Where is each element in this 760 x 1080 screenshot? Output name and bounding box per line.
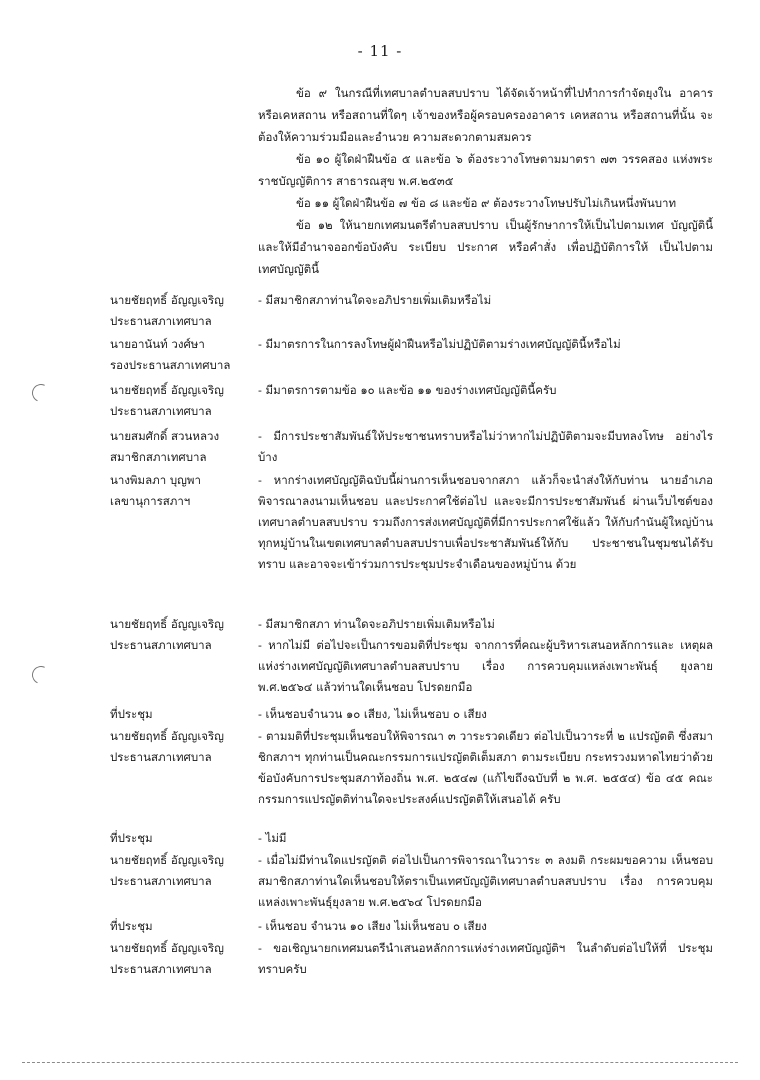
speaker-block: [110, 938, 250, 980]
statement-block: [258, 290, 713, 311]
speaker-title: ประธานสภาเทศบาล: [110, 750, 212, 764]
statement-text: - เมื่อไม่มีท่านใดแปรญัตติ ต่อไปเป็นการพิจารณาในวาระ ๓ ลงมติ กระผมขอความ เห็นชอบ สมาชิกสภาท่านใดเห็นชอบให้ตราเป็นเทศบัญญัติเทศบาลตำบลสบปราบ เรื่อง การควบคุมแหล่งเพาะพันธุ์ยุงลาย พ.ศ.๒๕๖๔ โปรดยกมือ: [258, 853, 713, 909]
statement-text: - หากไม่มี ต่อไปจะเป็นการขอมติที่ประชุม จากการที่คณะผู้บริหารเสนอหลักการและ เหตุผลแห่งร่างเทศบัญญัติเทศบาลตำบลสบปราบ เรื่อง การควบคุมแหล่งเพาะพันธุ์ ยุงลาย พ.ศ.๒๕๖๔ แล้วท่านใดเห็นชอบ โปรดยกมือ: [258, 638, 713, 694]
speaker-name: นายชัยฤทธิ์ อัญญเจริญ: [110, 729, 224, 743]
speaker-name: นายชัยฤทธิ์ อัญญเจริญ: [110, 293, 224, 307]
speaker-block: [110, 704, 250, 725]
statement-block: [258, 614, 713, 698]
statement-block: [258, 916, 713, 937]
speaker-name: นางพิมลภา บุญพา: [110, 473, 201, 487]
statement-block: [258, 938, 713, 980]
intro-paragraph: ข้อ ๑๒ ให้นายกเทศมนตรีตำบลสบปราบ เป็นผู้รักษาการให้เป็นไปตามเทศ บัญญัตินี้ และให้มีอำนาจออกข้อบังคับ ระเบียบ ประกาศ หรือคำสั่ง เพื่อปฏิบัติการให้ เป็นไปตามเทศบัญญัตินี้: [258, 218, 713, 276]
speaker-block: [110, 916, 250, 937]
statement-block: [258, 426, 713, 468]
intro-paragraph: ข้อ ๑๑ ผู้ใดฝ่าฝืนข้อ ๗ ข้อ ๘ และข้อ ๙ ต้องระวางโทษปรับไม่เกินหนึ่งพันบาท: [296, 196, 677, 210]
statement-block: [258, 334, 713, 355]
statement-block: [258, 850, 713, 913]
statement-text: - หากร่างเทศบัญญัติฉบับนี้ผ่านการเห็นชอบจากสภา แล้วก็จะนำส่งให้กับท่าน นายอำเภอพิจารณาลงนามเห็นชอบ และประกาศใช้ต่อไป และจะมีการประชาสัมพันธ์ ผ่านเว็บไซต์ของเทศบาลตำบลสบปราบ รวมถึงการส่งเทศบัญญัติที่มีการประกาศใช้แล้ว ให้กับกำนันผู้ใหญ่บ้านทุกหมู่บ้านในเขตเทศบาลตำบลสบปราบเพื่อประชาสัมพันธ์ให้กับ ประชาชนในชุมชนได้รับทราบ และอาจจะเข้าร่วมการประชุมประจำเดือนของหมู่บ้าน ด้วย: [258, 473, 713, 571]
intro-paragraph: ข้อ ๙ ในกรณีที่เทศบาลตำบลสบปราบ ได้จัดเจ้าหน้าที่ไปทำการกำจัดยุงใน อาคาร หรือเคหสถาน หรือสถานที่ใดๆ เจ้าของหรือผู้ครอบครองอาคาร เคหสถาน หรือสถานที่นั้น จะต้องให้ความร่วมมือและอำนวย ความสะดวกตามสมควร: [258, 86, 713, 144]
speaker-block: [110, 290, 250, 332]
statement-text: - ไม่มี: [258, 831, 287, 845]
punch-hole-mark: [32, 666, 46, 688]
speaker-block: [110, 380, 250, 422]
speaker-name: นายอานันท์ วงศ์ษา: [110, 337, 205, 351]
statement-text: - ขอเชิญนายกเทศมนตรีนำเสนอหลักการแห่งร่างเทศบัญญัติฯ ในลำดับต่อไปให้ที่ ประชุมทราบครับ: [258, 941, 713, 976]
speaker-title: ประธานสภาเทศบาล: [110, 404, 212, 418]
statement-block: [258, 380, 713, 401]
intro-paragraph: ข้อ ๑๐ ผู้ใดฝ่าฝืนข้อ ๕ และข้อ ๖ ต้องระวางโทษตามมาตรา ๗๓ วรรคสอง แห่งพระราชบัญญัติการ สาธารณสุข พ.ศ.๒๕๓๕: [258, 152, 713, 188]
speaker-block: [110, 470, 250, 512]
speaker-name: นายชัยฤทธิ์ อัญญเจริญ: [110, 617, 224, 631]
statement-text: - มีสมาชิกสภา ท่านใดจะอภิปรายเพิ่มเติมหรือไม่: [258, 617, 495, 631]
intro-section: [258, 82, 713, 280]
statement-text: - เห็นชอบ จำนวน ๑๐ เสียง ไม่เห็นชอบ ๐ เสียง: [258, 919, 487, 933]
statement-text: - มีสมาชิกสภาท่านใดจะอภิปรายเพิ่มเติมหรือไม่: [258, 293, 492, 307]
statement-text: - มีมาตรการตามข้อ ๑๐ และข้อ ๑๑ ของร่างเทศบัญญัตินี้ครับ: [258, 383, 557, 397]
speaker-name: นายชัยฤทธิ์ อัญญเจริญ: [110, 853, 224, 867]
speaker-name: นายสมศักดิ์ สวนหลวง: [110, 429, 220, 443]
statement-block: [258, 704, 713, 725]
speaker-title: ประธานสภาเทศบาล: [110, 638, 212, 652]
speaker-name: ที่ประชุม: [110, 831, 153, 845]
speaker-block: [110, 726, 250, 768]
speaker-title: ประธานสภาเทศบาล: [110, 962, 212, 976]
speaker-block: [110, 828, 250, 849]
speaker-name: ที่ประชุม: [110, 707, 153, 721]
speaker-title: ประธานสภาเทศบาล: [110, 314, 212, 328]
page-number: - 11 -: [357, 42, 403, 60]
statement-block: [258, 470, 713, 575]
speaker-title: ประธานสภาเทศบาล: [110, 874, 212, 888]
speaker-name: นายชัยฤทธิ์ อัญญเจริญ: [110, 383, 224, 397]
speaker-block: [110, 426, 250, 468]
speaker-title: สมาชิกสภาเทศบาล: [110, 450, 207, 464]
speaker-name: ที่ประชุม: [110, 919, 153, 933]
punch-hole-mark: [32, 384, 46, 406]
statement-text: - มีมาตรการในการลงโทษผู้ฝ่าฝืนหรือไม่ปฏิบัติตามร่างเทศบัญญัตินี้หรือไม่: [258, 337, 621, 351]
speaker-block: [110, 614, 250, 656]
statement-block: [258, 726, 713, 810]
speaker-title: รองประธานสภาเทศบาล: [110, 358, 231, 372]
speaker-name: นายชัยฤทธิ์ อัญญเจริญ: [110, 941, 224, 955]
statement-text: - ตามมติที่ประชุมเห็นชอบให้พิจารณา ๓ วาระรวดเดียว ต่อไปเป็นวาระที่ ๒ แปรญัตติ ซึ่งสมาชิกสภาฯ ทุกท่านเป็นคณะกรรมการแปรญัตติเต็มสภา ตามระเบียบ กระทรวงมหาดไทยว่าด้วยข้อบังคับการประชุมสภาท้องถิ่น พ.ศ. ๒๕๔๗ (แก้ไขถึงฉบับที่ ๒ พ.ศ. ๒๕๕๔) ข้อ ๔๕ คณะกรรมการแปรญัตติท่านใดจะประสงค์แปรญัตติให้เสนอได้ ครับ: [258, 729, 713, 806]
statement-text: - มีการประชาสัมพันธ์ให้ประชาชนทราบหรือไม่ว่าหากไม่ปฏิบัติตามจะมีบทลงโทษ อย่างไรบ้าง: [258, 429, 713, 464]
speaker-block: [110, 850, 250, 892]
statement-text: - เห็นชอบจำนวน ๑๐ เสียง, ไม่เห็นชอบ ๐ เสียง: [258, 707, 487, 721]
page-bottom-edge: [22, 1062, 738, 1063]
statement-block: [258, 828, 713, 849]
speaker-title: เลขานุการสภาฯ: [110, 494, 191, 508]
speaker-block: [110, 334, 250, 376]
